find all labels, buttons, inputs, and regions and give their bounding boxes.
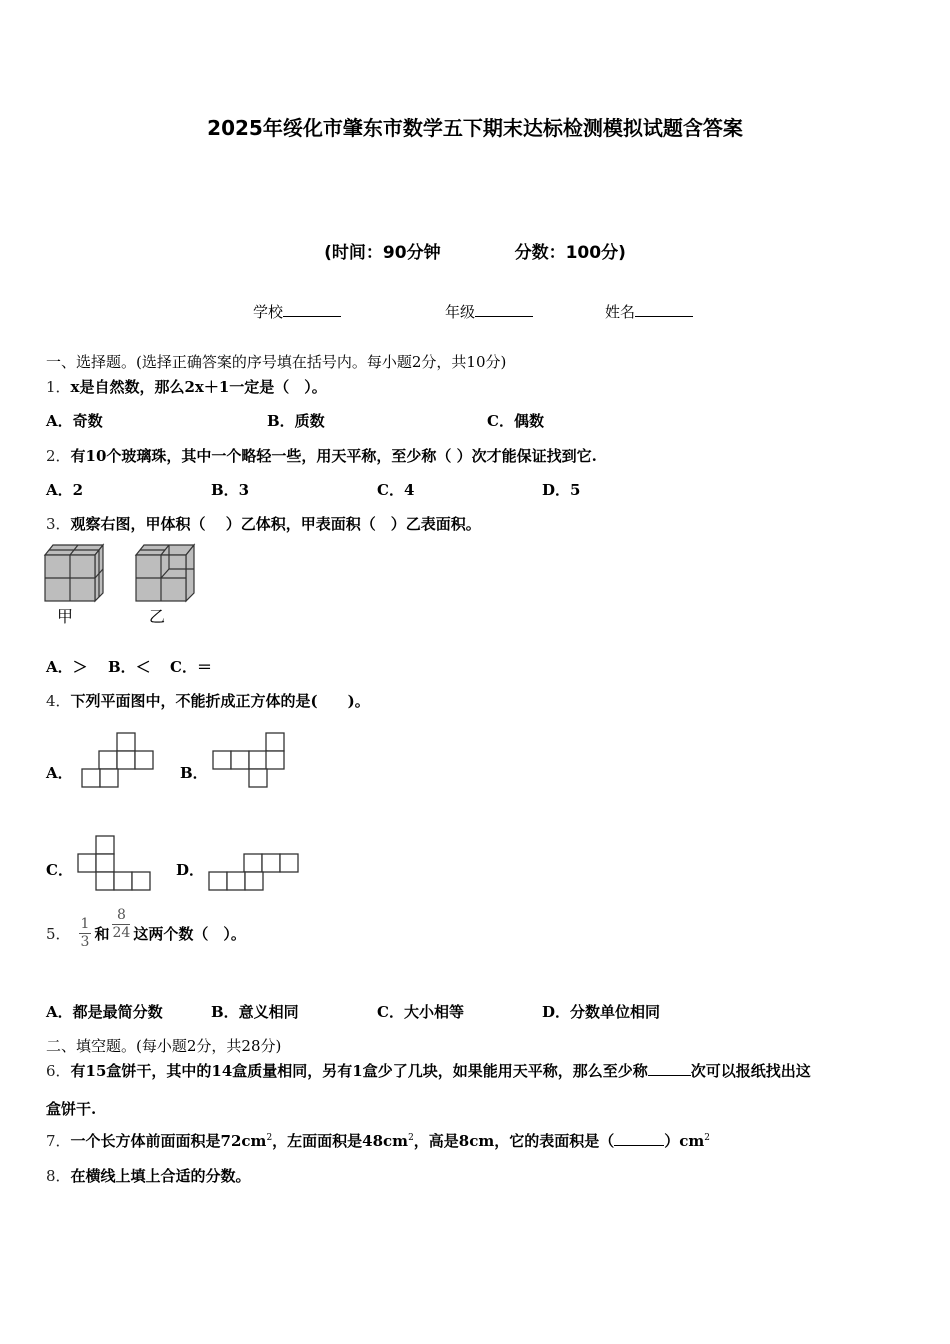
q7-number: 7． — [46, 1132, 71, 1150]
question-4 — [46, 690, 370, 711]
q7-sup-3: 2 — [704, 1133, 710, 1143]
q5-frac1-den: 3 — [80, 934, 90, 950]
q2-option-a: A．2 — [46, 481, 84, 499]
grade-field — [445, 301, 533, 322]
q7-sup-2: 2 — [408, 1133, 414, 1143]
q4-text: 下列平面图中，不能折成正方体的是( )。 — [70, 692, 370, 710]
cube-yi-figure — [131, 540, 201, 605]
exam-score: 分数：100分) — [514, 243, 626, 263]
cube-jia-figure — [40, 540, 110, 605]
q2-option-c: C．4 — [377, 481, 415, 499]
q3-option-b: B．＜ — [108, 658, 151, 676]
question-6 — [46, 1060, 811, 1081]
q5-frac2-num: 8 — [112, 907, 130, 925]
q5-option-a: A．都是最简分数 — [46, 1003, 163, 1021]
net-c-figure — [76, 834, 154, 892]
q5-option-d: D．分数单位相同 — [542, 1003, 661, 1021]
q4-option-c: C． — [46, 861, 73, 879]
q2-option-b: B．3 — [211, 481, 250, 499]
grade-label: 年级 — [445, 303, 476, 321]
question-1 — [46, 376, 327, 397]
q5-number: 5． — [46, 925, 71, 943]
exam-time: (时间：90分钟 — [324, 243, 441, 263]
name-label: 姓名 — [605, 303, 636, 321]
q7-text-c: ，高是8cm，它的表面积是（ — [413, 1132, 615, 1150]
q1-option-c: C．偶数 — [487, 412, 544, 430]
q5-fraction-1 — [79, 916, 92, 951]
q5-option-b: B．意义相同 — [211, 1003, 299, 1021]
q1-text: x是自然数，那么2x＋1一定是（ ）。 — [70, 378, 327, 396]
cube-jia-label: 甲 — [57, 607, 74, 626]
q7-blank — [614, 1131, 664, 1146]
net-b-figure — [211, 731, 287, 789]
q4-number: 4． — [46, 692, 71, 710]
q5-and: 和 — [94, 925, 110, 943]
q3-text: 观察右图，甲体积（ ）乙体积，甲表面积（ ）乙表面积。 — [70, 515, 481, 533]
q5-text: 这两个数（ ）。 — [133, 925, 246, 943]
q2-text: 有10个玻璃珠，其中一个略轻一些，用天平称，至少称（ ）次才能保证找到它. — [70, 447, 597, 465]
q2-option-d: D．5 — [542, 481, 581, 499]
school-field — [253, 301, 341, 322]
question-3 — [46, 513, 481, 534]
section1-header: 一、选择题。(选择正确答案的序号填在括号内。每小题2分，共10分) — [46, 353, 507, 371]
q7-sup-1: 2 — [266, 1133, 273, 1143]
q5-fraction-2 — [112, 907, 130, 942]
grade-blank — [475, 302, 533, 317]
q5-frac2-den: 24 — [112, 925, 131, 941]
q4-option-d: D． — [176, 861, 205, 879]
q6-text-a: 有15盒饼干，其中的14盒质量相同，另有1盒少了几块，如果能用天平称，那么至少称 — [70, 1062, 648, 1080]
q6-text-c: 盒饼干. — [46, 1100, 97, 1118]
q3-option-a: A．＞ — [46, 658, 88, 676]
name-blank — [635, 302, 693, 317]
net-d-figure — [207, 852, 302, 892]
exam-info — [0, 238, 950, 263]
question-7 — [46, 1130, 710, 1151]
q8-number: 8． — [46, 1167, 71, 1185]
q3-option-c: C．＝ — [170, 658, 212, 676]
q4-option-a: A． — [46, 764, 73, 782]
q7-text-b: ，左面面积是48cm — [272, 1132, 409, 1150]
section2-header: 二、填空题。(每小题2分，共28分) — [46, 1037, 282, 1055]
q7-text-a: 一个长方体前面面积是72cm — [70, 1132, 267, 1150]
q5-frac1-num: 1 — [80, 916, 90, 932]
q2-number: 2． — [46, 447, 71, 465]
q6-number: 6． — [46, 1062, 71, 1080]
q1-number: 1． — [46, 378, 71, 396]
question-5 — [46, 907, 246, 951]
q6-blank — [648, 1061, 691, 1076]
net-a-figure — [80, 731, 156, 789]
school-label: 学校 — [253, 303, 284, 321]
page-title: 2025年绥化市肇东市数学五下期末达标检测模拟试题含答案 — [207, 116, 743, 140]
q5-option-c: C．大小相等 — [377, 1003, 464, 1021]
q4-option-b: B． — [180, 764, 208, 782]
q3-number: 3． — [46, 515, 71, 533]
q8-text: 在横线上填上合适的分数。 — [70, 1167, 251, 1185]
q6-text-b: 次可以报纸找出这 — [690, 1062, 811, 1080]
question-8 — [46, 1165, 251, 1186]
cube-yi-label: 乙 — [149, 607, 166, 626]
q7-text-d: ）cm — [664, 1132, 705, 1150]
school-blank — [283, 302, 341, 317]
question-2 — [46, 445, 597, 466]
name-field — [605, 301, 693, 322]
q1-option-a: A．奇数 — [46, 412, 103, 430]
q1-option-b: B．质数 — [267, 412, 325, 430]
